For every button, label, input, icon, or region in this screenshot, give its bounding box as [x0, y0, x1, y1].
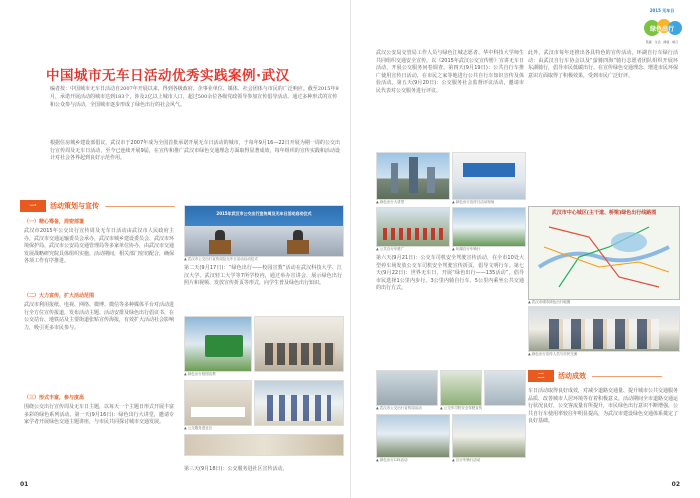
page-number-left: 01 [20, 481, 29, 488]
map-title: 武汉市中心城区(主干道、桥梁)绿色出行线路图 [551, 210, 657, 216]
section-2-rule [592, 376, 662, 377]
section-2-header [528, 370, 678, 382]
col1-paragraph-1: 武汉市2015年公交出行宣传周及无车日活动由武汉市人民政府主办，武汉市交通运输委员会承办，武汉市城乡建设委员会、武汉市环境保护局、武汉市公安局交通管理局等多家单位协办，由武汉市交通发展战略研究院具体组织实施。活动期间，相关部门密切配合，确保各项工作有序推进。 [24, 228, 175, 265]
caption-8: ▲ 武汉市公交出行宣传周活动 [376, 406, 422, 410]
desk [191, 407, 245, 417]
green-banner [205, 335, 243, 357]
volunteers [267, 395, 331, 421]
col4-paragraph-2: 车日活动取得良好成效，对减少道路交通量、提升城市公共交通服务品质、改善城市人居环境等有着积极意义。活动期间全市道路交通运行状况良好，公交客流量有所提升，市民绿色出行意识不断增强，公共自行车使用率较往年明显提高，为武汉市建设绿色交通体系奠定了良好基础。 [528, 388, 679, 425]
subheading-1: （一）精心筹备，周密部署 [24, 219, 85, 225]
caption-1: ▲ 武汉市公交出行宣传周及无车日活动启动仪式 [184, 257, 258, 261]
intro-paragraph: 根据住房城乡建设部倡议，武汉市于2007年成为全国首批承诺开展无车日活动的城市，于每年9月16—22日开展为期一周的公交出行宣传周及无车日活动，至今已连续开展9届，在宣传和推广武汉市绿色交通理念方面取得显著成效，每年组织的宣传实践和活动设计对社会各界起到良好示范作用。 [50, 140, 340, 162]
col1-paragraph-3: 围绕公交出行宣传周及无车日主题，以每天一个主题日形式开展丰富多彩的绿色系列活动。第一天(9月16日)：绿色出行大讲堂，邀请专家学者开展绿色交通主题讲座，与市民共同探讨城市交通发展。 [24, 404, 175, 426]
caption-6: ▲ 公共自行车推广 [376, 247, 405, 251]
photo-cycling-group [452, 414, 526, 458]
blue-tent [463, 163, 515, 177]
tower-1 [391, 163, 398, 193]
page-number-right: 02 [671, 481, 680, 488]
photo-campus-outreach [184, 316, 252, 372]
section-2-title: 活动成效 [558, 372, 586, 380]
subheading-2: （二）大力宣传，扩大活动范围 [24, 293, 95, 299]
logo-line3: 低碳 · 生活 · 健康 · 畅行 [645, 40, 679, 44]
section-1-number: 一 [20, 200, 46, 212]
photo-135-activity [376, 414, 450, 458]
article-title: 中国城市无车日活动优秀实践案例·武汉 [46, 68, 290, 84]
logo-line2: 绿色出行 [649, 26, 674, 33]
col3-paragraph-1: 武汉公安局交管局工作人员与绿色江城志愿者、华中科技大学师生共同组织交通安全宣传，以《2015年武汉公交宣传册》宣讲无车日活动，开展公交服务问卷调查。第四天(9月19日)：公共自行车推广使用宣传日活动，在市民之家等地进行公共自行车知识宣传及体验活动。第五天(9月20日)：公交服务社会监督评议活动，邀请市民代表对公交服务进行评议。 [376, 50, 524, 94]
podium [209, 240, 231, 254]
photo-lecture [184, 434, 344, 456]
photo-launch-ceremony [184, 205, 344, 257]
campaign-logo [638, 8, 686, 48]
caption-14: ▲ 绿色出行宣传人员与市民交流 [528, 352, 578, 356]
caption-7: ▲ 环湖自行车骑行 [452, 247, 481, 251]
spine-divider [350, 0, 351, 498]
caption-2: ▲ 绿色出行校园宣教 [184, 372, 216, 376]
caption-9: ▲ 公交车司机安全驾驶宣传 [440, 406, 483, 410]
photo-city-skyline [376, 152, 450, 200]
photo-exchange [528, 306, 680, 352]
photo-community-1 [184, 380, 252, 426]
photo-community-2 [254, 380, 344, 426]
editor-note: 编者按：中国城市无车日活动自2007年开展以来，得到各级政府、企事业单位、媒体、社会团体与市民的广泛响应。截至2015年9月，承诺开展活动的城市达到183个，涉及2亿以上城市人口，超过500余位各级党政领导参加宣传倡导活动。通过多种形式的宣传和公众参与活动，全国城市逐步形成了绿色出行的社会风气。 [50, 86, 339, 108]
people-group [549, 319, 659, 349]
photo-classroom [254, 316, 344, 372]
photo-street-event-2 [440, 370, 482, 406]
tower-3 [427, 167, 435, 193]
col1-paragraph-2: 武汉市利用报纸、电视、网络、微博、微信等多种媒体平台对活动进行全方位宣传报道，发布活动主题、活动安排及绿色出行倡议书，在公交站台、地铁站及主要街道张贴宣传海报，有效扩大活动社会影响力，吸引更多市民参与。 [24, 302, 175, 331]
section-1-title: 活动策划与宣传 [50, 202, 99, 210]
col3-paragraph-2: 第六天(9月21日)：公交车司机安全驾驶宣传活动，在全市10处大型停车场发放公交车司机安全驾驶宣传折页，倡导文明行车。第七天(9月22日)：世界无车日，开展“绿色出行——135活动”，倡导市民选择1公里内步行、3公里内骑自行车、5公里内乘坐公共交通的出行方式。 [376, 255, 524, 292]
caption-10: ▲ 绿色出行135活动 [376, 458, 408, 462]
subheading-3: （三）形式丰富，参与度高 [24, 395, 85, 401]
green-route-map [528, 206, 680, 300]
section-2-number: 二 [528, 370, 554, 382]
stage-banner: 2015年武汉市公交出行宣传周及无车日活动启动仪式 [216, 211, 312, 216]
section-1-header [20, 200, 180, 212]
caption-5: ▲ 绿色出行宣传日活动现场 [452, 200, 495, 204]
caption-4: ▲ 绿色出行大讲堂 [376, 200, 405, 204]
photo-street-event-1 [376, 370, 438, 406]
photo-booth [452, 152, 526, 200]
photo-bike-station [376, 207, 450, 247]
caption-3: ▲ 公交服务进社区 [184, 426, 213, 430]
caption-11: ▲ 自行车骑行活动 [452, 458, 481, 462]
photo-street-event-3 [484, 370, 526, 406]
section-1-rule [105, 206, 175, 207]
tower-2 [409, 157, 418, 193]
students-group [265, 343, 335, 365]
col4-paragraph-1: 此外，武汉市每年还推出各具特色的宣传活动，环湖自行车绿行活动：由武汉自行车协会以及“萤骑四海”骑行志愿者团队组织开展环东湖骑行，倡导市民低碳出行。在宣传绿色交通理念、增进市民环保意识方面取得了积极效果，受到市民广泛好评。 [528, 50, 679, 79]
caption-13: ▲ 武汉市城市绿色出行地图 [528, 300, 571, 304]
col2-paragraph-1: 第二天(9月17日)：“绿色出行——校园宣教”活动在武汉科技大学、江汉大学、武汉轻工大学等7所学校内，通过举办宣讲会、展示绿色出行照片和视频、发放宣传折页等形式，向学生普及绿色出行知识。 [184, 265, 342, 287]
photo-lakeside-ride [452, 207, 526, 247]
col2-paragraph-2: 第三天(9月18日)：公交服务进社区宣传活动。 [184, 466, 288, 472]
logo-line1: 2015 无车日 [649, 8, 675, 13]
podium-2 [287, 240, 309, 254]
bikes-row [383, 228, 443, 240]
